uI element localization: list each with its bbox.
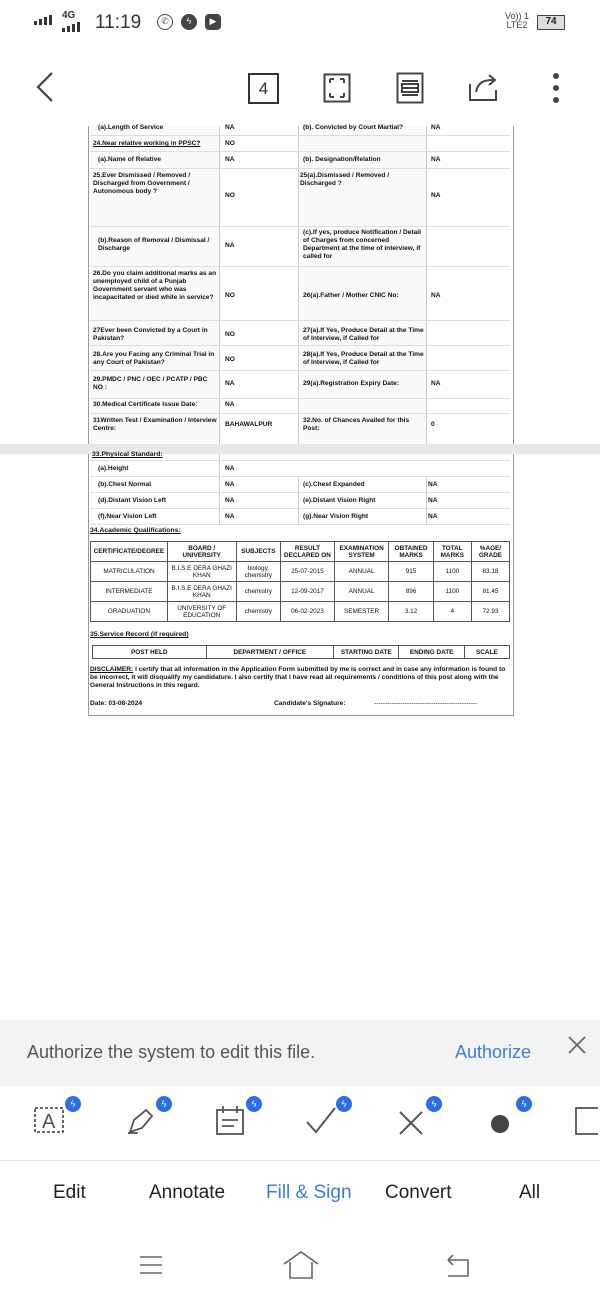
table-cell: 1100 (433, 562, 471, 582)
home-icon[interactable] (282, 1250, 320, 1280)
tab-convert[interactable]: Convert (385, 1182, 452, 1203)
length-of-service-label: (a).Length of Service (98, 124, 164, 131)
battery-icon: 74 (537, 15, 565, 30)
table-cell: UNIVERSITY OF EDUCATION (167, 602, 236, 622)
fullscreen-icon[interactable] (323, 73, 351, 103)
distant-vision-left-value: NA (225, 497, 235, 504)
registration-no-label: 29.PMDC / PNC / OEC / PCATP / PBC NO : (93, 376, 208, 391)
expiry-date-label: 29(a).Registration Expiry Date: (303, 380, 400, 387)
convicted-court-martial-label: (b). Convicted by Court Martial? (303, 124, 404, 131)
bottom-tabs (0, 1182, 600, 1212)
removal-reason-value: NA (225, 242, 235, 249)
near-vision-left-label: (f).Near Vision Left (98, 513, 157, 520)
medical-date-value: NA (225, 401, 235, 408)
col-starting-date: STARTING DATE (334, 646, 399, 659)
lightning-badge-icon: ϟ (426, 1096, 442, 1112)
cnic-value: NA (431, 292, 441, 299)
cnic-label: 26(a).Father / Mother CNIC No: (303, 292, 399, 299)
table-cell: 915 (389, 562, 433, 582)
criminal-trial-label: 28.Are you Facing any Criminal Trial in any Court of Pakistan? (93, 351, 215, 366)
col-post-held: POST HELD (93, 646, 207, 659)
recent-apps-icon[interactable] (138, 1252, 164, 1278)
whatsapp-icon: ✆ (157, 14, 173, 30)
authorize-message: Authorize the system to edit this file. (27, 1042, 316, 1062)
authorize-bar (0, 1020, 600, 1086)
table-cell: ANNUAL (334, 562, 389, 582)
height-label: (a).Height (98, 465, 129, 472)
dismissed-a-value: NA (431, 192, 441, 199)
designation-value: NA (431, 156, 441, 163)
criminal-detail-label: 28(a).If Yes, Produce Detail at the Time of Interview, if Called for (303, 351, 424, 366)
table-cell: biology, chemistry (236, 562, 281, 582)
tab-all[interactable]: All (519, 1182, 541, 1203)
annotate-pen-icon[interactable] (124, 1099, 167, 1142)
date-field: Date: 03-08-2024 (90, 700, 143, 707)
qualifications-header-row (91, 542, 510, 562)
col-result-date: RESULT DECLARED ON (281, 542, 335, 562)
medical-date-label: 30.Medical Certificate Issue Date: (93, 401, 198, 408)
signal-strength-icon (34, 15, 52, 25)
signature-label: Candidate's Signature: (274, 700, 346, 707)
chest-expanded-value: NA (428, 481, 438, 488)
service-record-table (92, 645, 510, 659)
col-subjects: SUBJECTS (236, 542, 281, 562)
relative-name-label: (a).Name of Relative (98, 156, 162, 163)
removal-reason-label: (b).Reason of Removal / Dismissal / Discharge (98, 237, 210, 252)
relative-ppsc-value: NO (225, 140, 235, 147)
share-icon[interactable] (466, 70, 500, 104)
dismissed-a-label: 25(a).Dismissed / Removed / Discharged ? (300, 172, 390, 187)
chances-label: 32.No. of Chances Availed for this Post: (303, 417, 410, 432)
status-bar (0, 0, 600, 48)
authorize-button[interactable]: Authorize (455, 1042, 532, 1062)
distant-vision-left-label: (d).Distant Vision Left (98, 497, 167, 504)
table-row (91, 562, 510, 582)
length-of-service-value: NA (225, 124, 235, 131)
document-viewer[interactable] (0, 126, 600, 1016)
table-cell: 896 (389, 582, 433, 602)
registration-no-value: NA (225, 380, 235, 387)
more-options-icon[interactable] (552, 72, 560, 104)
convicted-detail-label: 27(a).If Yes, Produce Detail at the Time of Interview, if Called for (303, 327, 424, 342)
table-cell: 25-07-2015 (281, 562, 335, 582)
table-row (91, 602, 510, 622)
table-cell: INTERMEDIATE (91, 582, 168, 602)
expiry-date-value: NA (431, 380, 441, 387)
col-exam-system: EXAMINATION SYSTEM (334, 542, 389, 562)
reading-mode-icon[interactable] (396, 72, 424, 104)
near-vision-right-value: NA (428, 513, 438, 520)
near-vision-right-label: (g).Near Vision Right (303, 513, 369, 520)
table-cell: 81.45 (471, 582, 509, 602)
close-icon[interactable] (566, 1034, 588, 1056)
chest-normal-value: NA (225, 481, 235, 488)
col-ending-date: ENDING DATE (399, 646, 464, 659)
signature-line: ----------------------------------------------- (374, 700, 478, 707)
lightning-badge-icon: ϟ (65, 1096, 81, 1112)
exam-centre-value: BAHAWALPUR (225, 421, 273, 428)
qualifications-table (90, 541, 510, 622)
col-scale: SCALE (464, 646, 509, 659)
chest-expanded-label: (c).Chest Expanded (303, 481, 365, 488)
col-total: TOTAL MARKS (433, 542, 471, 562)
youtube-icon: ▶ (205, 14, 221, 30)
col-board: BOARD / UNIVERSITY (167, 542, 236, 562)
checkmark-icon[interactable] (304, 1099, 347, 1142)
dot-icon[interactable] (484, 1099, 527, 1142)
distant-vision-right-value: NA (428, 497, 438, 504)
physical-standard-heading: 33.Physical Standard: (92, 451, 163, 458)
signal-strength-2-icon (62, 22, 80, 32)
exam-centre-label: 31Written Test / Examination / Interview Centre: (93, 417, 217, 432)
disclaimer-title: DISCLAIMER: (90, 666, 134, 673)
dismissed-label: 25.Ever Dismissed / Removed / Discharged from Government / Autonomous body ? (93, 172, 191, 195)
distant-vision-right-label: (e).Distant Vision Right (303, 497, 376, 504)
table-cell: chemistry (236, 602, 281, 622)
text-box-icon[interactable] (33, 1099, 76, 1142)
disclaimer (90, 666, 508, 690)
table-cell: SEMESTER (334, 602, 389, 622)
fill-sign-toolbar (0, 1092, 600, 1154)
network-type: 4G (62, 10, 76, 21)
table-cell: GRADUATION (91, 602, 168, 622)
service-record-heading: 35.Service Record (if required) (90, 631, 189, 638)
lightning-badge-icon: ϟ (156, 1096, 172, 1112)
convicted-court-label: 27Ever been Convicted by a Court in Pakistan? (93, 327, 208, 342)
tab-fill-sign[interactable]: Fill & Sign (266, 1182, 352, 1203)
disclaimer-text: I certify that all information in the Application Form submitted by me is correct and in case any information is found to be incorrect, it will disqualify my candidature. I also certify that I have read all requirements / conditions of this post along with the General Instructions in this regard. (90, 666, 506, 689)
table-cell: 83.18 (471, 562, 509, 582)
service-header-row (93, 646, 510, 659)
additional-marks-value: NO (225, 292, 235, 299)
back-arrow-icon[interactable] (30, 70, 60, 104)
back-nav-icon[interactable] (444, 1252, 472, 1278)
table-cell: MATRICULATION (91, 562, 168, 582)
convicted-court-value: NO (225, 331, 235, 338)
table-cell: 06-02-2023 (281, 602, 335, 622)
relative-name-value: NA (225, 156, 235, 163)
table-cell: 3.12 (389, 602, 433, 622)
table-cell: ANNUAL (334, 582, 389, 602)
col-certificate: CERTIFICATE/DEGREE (91, 542, 168, 562)
tab-annotate[interactable]: Annotate (149, 1182, 226, 1203)
volte-indicator: Vo)) 1 LTE2 (505, 11, 530, 30)
divider (0, 1160, 600, 1161)
cross-mark-icon[interactable] (394, 1099, 437, 1142)
col-obtained: OBTAINED MARKS (389, 542, 433, 562)
near-vision-left-value: NA (225, 513, 235, 520)
table-cell: 4 (433, 602, 471, 622)
page-count-button[interactable]: 4 (248, 73, 279, 104)
convicted-court-martial-value: NA (431, 124, 441, 131)
chances-value: 0 (431, 421, 435, 428)
navigation-bar (0, 1240, 600, 1290)
dismissed-value: NO (225, 192, 235, 199)
table-row (91, 582, 510, 602)
rectangle-icon[interactable] (574, 1102, 598, 1142)
table-cell: chemistry (236, 582, 281, 602)
svg-text:A: A (42, 1111, 56, 1133)
height-value: NA (225, 465, 235, 472)
relative-ppsc-label: 24.Near relative working in PPSC? (93, 140, 201, 147)
additional-marks-label: 26.Do you claim additional marks as an unemployed child of a Punjab Government servant who was incapacitated or died while in service? (93, 270, 217, 301)
messenger-icon: ϟ (181, 14, 197, 30)
calendar-icon[interactable] (214, 1099, 257, 1142)
lightning-badge-icon: ϟ (246, 1096, 262, 1112)
col-grade: %AGE/ GRADE (471, 542, 509, 562)
table-cell: 72.93 (471, 602, 509, 622)
table-cell: B.I.S.E DERA GHAZI KHAN (167, 582, 236, 602)
designation-label: (b). Designation/Relation (303, 156, 381, 163)
table-cell: 1100 (433, 582, 471, 602)
lightning-badge-icon: ϟ (516, 1096, 532, 1112)
clock: 11:19 (95, 12, 142, 33)
col-department: DEPARTMENT / OFFICE (206, 646, 334, 659)
tab-edit[interactable]: Edit (53, 1182, 86, 1203)
notification-label: (c).If yes, produce Notification / Detail of Charges from concerned Department at the time of interview, if called for (303, 229, 421, 260)
criminal-trial-value: NO (225, 356, 235, 363)
lightning-badge-icon: ϟ (336, 1096, 352, 1112)
chest-normal-label: (b).Chest Normal (98, 481, 152, 488)
table-cell: B.I.S.E DERA GHAZI KHAN (167, 562, 236, 582)
academic-qualifications-heading: 34.Academic Qualifications: (90, 527, 181, 534)
table-cell: 12-09-2017 (281, 582, 335, 602)
